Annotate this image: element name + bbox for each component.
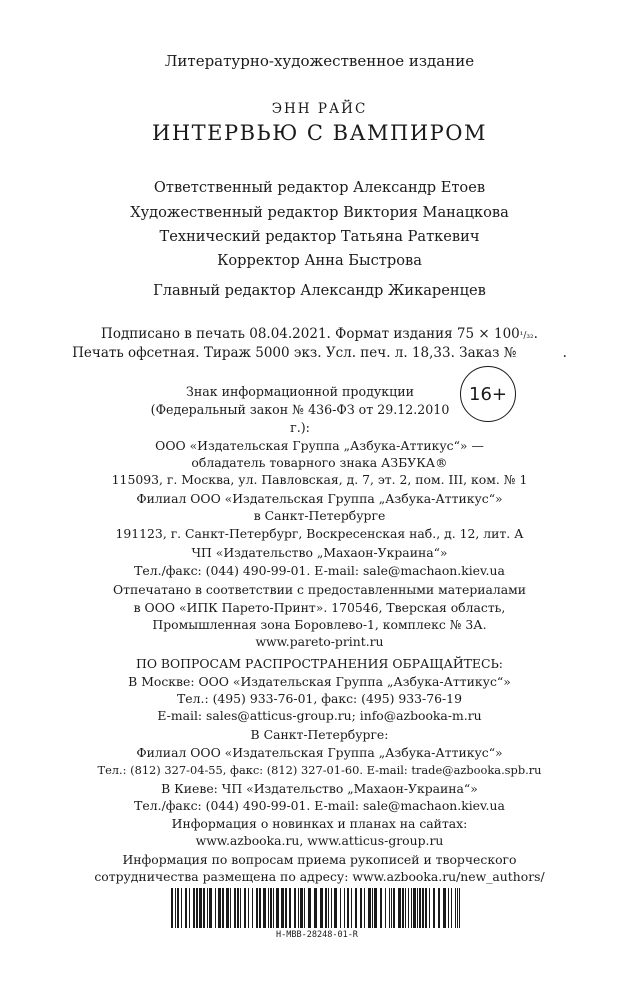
distribution-line: Информация о новинках и планах на сайтах:: [171, 816, 468, 831]
barcode-bar: [355, 888, 357, 928]
publisher-line: Отпечатано в соответствии с предоставленными материалами: [112, 582, 527, 597]
barcode-bar: [273, 888, 274, 928]
barcode-bar: [268, 888, 269, 928]
barcode-bar: [171, 888, 173, 928]
barcode-number: Н-МВВ-28248-01-R: [276, 930, 358, 940]
barcode-bar: [185, 888, 187, 928]
barcode-bar: [459, 888, 460, 928]
barcode-bar: [417, 888, 418, 928]
publisher-line: 191123, г. Санкт-Петербург, Воскресенская наб., д. 12, лит. А: [115, 526, 524, 541]
credit-line: Ответственный редактор Александр Етоев: [153, 179, 486, 196]
barcode-bar: [433, 888, 435, 928]
publisher-line: www.pareto-print.ru: [255, 634, 384, 649]
barcode-bar: [422, 888, 424, 928]
barcode-bar: [455, 888, 456, 928]
barcode-bar: [314, 888, 317, 928]
barcode-bar: [244, 888, 246, 928]
publisher-line: ЧП «Издательство „Махаон-Украина“»: [191, 545, 448, 560]
distribution-line: Информация по вопросам приема рукописей и творческого: [122, 852, 517, 867]
barcode-bar: [402, 888, 404, 928]
age-rating-label: [150, 383, 450, 437]
barcode-bar: [374, 888, 377, 928]
publisher-line: Филиал ООО «Издательская Группа „Азбука-Аттикус“»: [136, 491, 503, 506]
barcode-bar: [389, 888, 390, 928]
barcode-bar: [438, 888, 440, 928]
barcode-bar: [177, 888, 179, 928]
print-info-text: Подписано в печать 08.04.2021. Формат издания 75 × 100: [101, 326, 520, 342]
print-info-line: [0, 345, 639, 361]
distribution-line: В Москве: ООО «Издательская Группа „Азбука-Аттикус“»: [128, 674, 511, 689]
distribution-line: Тел.: (495) 933-76-01, факс: (495) 933-76-19: [177, 691, 462, 706]
book-author: ЭНН РАЙС: [271, 101, 368, 117]
barcode-bar: [351, 888, 352, 928]
edition-type: Литературно-художественное издание: [164, 52, 475, 70]
publisher-line: обладатель товарного знака АЗБУКА®: [191, 455, 448, 470]
barcode-bar: [385, 888, 386, 928]
barcode-bar: [340, 888, 341, 928]
barcode-bar: [347, 888, 349, 928]
barcode-bar: [281, 888, 284, 928]
format-fraction: ¹/₃₂: [519, 331, 534, 341]
credit-line: Главный редактор Александр Жикаренцев: [153, 282, 486, 299]
distribution-line: сотрудничества размещена по адресу: www.azbooka.ru/new_authors/: [94, 869, 545, 884]
barcode-bar: [393, 888, 395, 928]
publisher-line: ООО «Издательская Группа „Азбука-Аттикус“» —: [155, 438, 484, 453]
distribution-line: E-mail: sales@atticus-group.ru; info@azbooka-m.ru: [157, 708, 482, 723]
barcode-bar: [226, 888, 229, 928]
barcode-bar: [263, 888, 266, 928]
distribution-line: www.azbooka.ru, www.atticus-group.ru: [195, 833, 444, 848]
barcode-bar: [270, 888, 272, 928]
book-title: ИНТЕРВЬЮ С ВАМПИРОМ: [152, 121, 487, 145]
publisher-line: Тел./факс: (044) 490-99-01. E-mail: sale@machaon.kiev.ua: [134, 563, 505, 578]
distribution-line: В Санкт-Петербурге:: [250, 727, 389, 742]
barcode-bar: [298, 888, 299, 928]
barcode-bar: [276, 888, 279, 928]
barcode-bar: [300, 888, 303, 928]
barcode-bar: [328, 888, 329, 928]
publisher-line: Промышленная зона Боровлево-1, комплекс № 3А.: [152, 617, 487, 632]
barcode-bar: [398, 888, 401, 928]
print-info-line: [0, 326, 639, 342]
barcode-bar: [222, 888, 224, 928]
barcode-bar: [429, 888, 430, 928]
barcode-bar: [320, 888, 323, 928]
barcode-bar: [451, 888, 452, 928]
distribution-line: В Киеве: ЧП «Издательство „Махаон-Украина“»: [161, 781, 478, 796]
barcode-bar: [457, 888, 458, 928]
barcode-bar: [360, 888, 362, 928]
distribution-line: Тел.: (812) 327-04-55, факс: (812) 327-01-60. E-mail: trade@azbooka.spb.ru: [97, 763, 542, 777]
barcode-bar: [207, 888, 208, 928]
barcode-bar: [237, 888, 239, 928]
barcode: [171, 888, 463, 928]
barcode-bar: [193, 888, 195, 928]
barcode-bar: [230, 888, 231, 928]
distribution-heading: ПО ВОПРОСАМ РАСПРОСТРАНЕНИЯ ОБРАЩАЙТЕСЬ:: [136, 656, 503, 671]
barcode-bar: [304, 888, 305, 928]
barcode-bar: [181, 888, 182, 928]
barcode-bar: [259, 888, 261, 928]
barcode-bar: [256, 888, 258, 928]
barcode-bar: [234, 888, 236, 928]
barcode-bar: [196, 888, 198, 928]
age-rating-line: Знак информационной продукции: [185, 384, 415, 399]
publisher-line: в ООО «ИПК Парето-Принт». 170546, Тверская область,: [133, 600, 506, 615]
print-info-end: .: [562, 345, 567, 361]
barcode-bar: [419, 888, 421, 928]
barcode-bar: [294, 888, 296, 928]
barcode-bar: [380, 888, 382, 928]
barcode-bar: [331, 888, 332, 928]
barcode-bar: [252, 888, 253, 928]
barcode-bar: [425, 888, 427, 928]
barcode-bar: [413, 888, 416, 928]
age-rating-badge: 16+: [460, 366, 516, 422]
barcode-bar: [189, 888, 190, 928]
publisher-line: в Санкт-Петербурге: [253, 508, 386, 523]
barcode-bar: [364, 888, 365, 928]
barcode-bar: [334, 888, 337, 928]
age-rating: [0, 383, 639, 435]
barcode-bar: [448, 888, 449, 928]
credit-line: Корректор Анна Быстрова: [217, 252, 422, 269]
barcode-bar: [248, 888, 249, 928]
barcode-bar: [285, 888, 287, 928]
barcode-bar: [391, 888, 392, 928]
barcode-bar: [368, 888, 371, 928]
barcode-bar: [405, 888, 406, 928]
barcode-bar: [325, 888, 327, 928]
barcode-bar: [209, 888, 212, 928]
barcode-bar: [203, 888, 205, 928]
barcode-bar: [308, 888, 311, 928]
barcode-bar: [372, 888, 373, 928]
barcode-bar: [218, 888, 221, 928]
publisher-line: 115093, г. Москва, ул. Павловская, д. 7, эт. 2, пом. III, ком. № 1: [111, 472, 528, 487]
barcode-bar: [175, 888, 176, 928]
barcode-bar: [215, 888, 216, 928]
credit-line: Художественный редактор Виктория Манацкова: [130, 204, 509, 221]
age-rating-line: (Федеральный закон № 436-ФЗ от 29.12.2010 г.):: [150, 402, 450, 435]
barcode-bar: [240, 888, 241, 928]
print-info-end: .: [533, 326, 538, 342]
credit-line: Технический редактор Татьяна Раткевич: [159, 228, 480, 245]
barcode-graphic: [171, 888, 463, 928]
barcode-bar: [199, 888, 202, 928]
barcode-bar: [344, 888, 345, 928]
distribution-line: Тел./факс: (044) 490-99-01. E-mail: sale@machaon.kiev.ua: [134, 798, 505, 813]
barcode-bar: [443, 888, 446, 928]
barcode-bar: [411, 888, 412, 928]
barcode-bar: [289, 888, 291, 928]
barcode-bar: [408, 888, 409, 928]
distribution-line: Филиал ООО «Издательская Группа „Азбука-Аттикус“»: [136, 745, 503, 760]
print-info-text: Печать офсетная. Тираж 5000 экз. Усл. печ. л. 18,33. Заказ №: [72, 345, 517, 361]
